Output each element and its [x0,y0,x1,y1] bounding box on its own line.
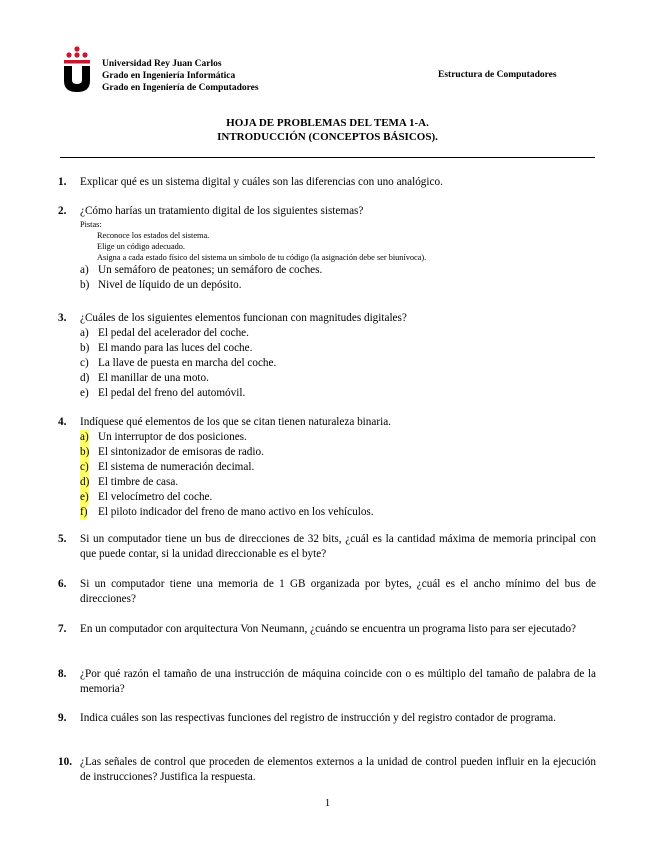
question-5 [58,532,596,562]
logo-u-shape [64,66,90,92]
option-letter-highlighted: a) [80,431,89,443]
logo-dot [82,52,87,57]
option-letter: d) [80,372,90,384]
option-letter-highlighted: f) [80,506,88,518]
title-divider [60,157,595,158]
logo-dot [74,52,79,57]
title-line-1: HOJA DE PROBLEMAS DEL TEMA 1-A. [226,117,429,129]
option-b [80,445,596,460]
title-line-2: INTRODUCCIÓN (CONCEPTOS BÁSICOS). [217,131,438,143]
option-b [80,278,596,293]
question-number: 7. [58,623,67,635]
question-3 [58,311,596,401]
question-text: Si un computador tiene un bus de direcciones de 32 bits, ¿cuál es la cantidad máxima de memoria principal con que puede contar, si la unidad direccionable es el byte? [80,533,596,560]
question-1 [58,175,596,190]
option-text: Nivel de líquido de un depósito. [98,279,242,291]
option-letter: b) [80,342,90,354]
hints-label: Pistas: [80,220,102,229]
question-7 [58,622,596,637]
question-number: 9. [58,712,67,724]
degree-line-2: Grado en Ingeniería de Computadores [102,83,259,93]
option-letter-highlighted: d) [80,476,90,488]
option-text: El velocímetro del coche. [98,491,213,503]
option-b [80,341,596,356]
option-text: El mando para las luces del coche. [98,342,253,354]
logo-dot [74,46,79,51]
degree-line-1: Grado en Ingeniería Informática [102,71,236,81]
question-text: Si un computador tiene una memoria de 1 GB organizada por bytes, ¿cuál es el ancho mínimo del bus de direcciones? [80,578,596,605]
option-letter-highlighted: e) [80,491,89,503]
option-text: Un semáforo de peatones; un semáforo de coches. [98,264,323,276]
option-f [80,505,596,520]
option-letter: e) [80,387,89,399]
option-text: El manillar de una moto. [98,372,209,384]
question-9 [58,711,596,726]
option-d [80,475,596,490]
option-a [80,263,596,278]
question-number: 10. [58,756,72,768]
page-number: 1 [324,797,331,809]
question-text: Indíquese qué elementos de los que se citan tienen naturaleza binaria. [80,416,391,428]
hint: Asigna a cada estado físico del sistema un símbolo de tu código (la asignación debe ser biunívoca). [97,253,427,262]
university-logo [62,46,92,92]
question-text: Indica cuáles son las respectivas funciones del registro de instrucción y del registro contador de programa. [80,712,556,724]
option-letter: b) [80,279,90,291]
header-left [102,58,259,94]
question-2 [58,204,596,293]
option-text: La llave de puesta en marcha del coche. [98,357,277,369]
question-4 [58,415,596,520]
question-number: 3. [58,312,67,324]
option-text: El pedal del freno del automóvil. [98,387,246,399]
question-number: 6. [58,578,67,590]
option-text: El timbre de casa. [98,476,179,488]
logo-dot [66,52,71,57]
question-number: 1. [58,176,67,188]
option-a [80,430,596,445]
question-text: Explicar qué es un sistema digital y cuáles son las diferencias con uno analógico. [80,176,443,188]
option-letter: a) [80,327,89,339]
question-6 [58,577,596,607]
university-name: Universidad Rey Juan Carlos [102,59,222,69]
hint: Reconoce los estados del sistema. [97,231,210,240]
question-number: 8. [58,668,67,680]
option-d [80,371,596,386]
option-letter-highlighted: c) [80,461,89,473]
question-10 [58,755,596,785]
option-text: El pedal del acelerador del coche. [98,327,249,339]
option-text: El sistema de numeración decimal. [98,461,255,473]
question-text: ¿Por qué razón el tamaño de una instrucción de máquina coincide con o es múltiplo del tamaño de palabra de la memoria? [80,668,596,695]
question-text: ¿Las señales de control que proceden de elementos externos a la unidad de control pueden influir en la ejecución de instrucciones? Justifica la respuesta. [80,756,596,783]
question-text: ¿Cuáles de los siguientes elementos funcionan con magnitudes digitales? [80,312,407,324]
course-name: Estructura de Computadores [438,70,557,80]
question-number: 2. [58,205,67,217]
question-8 [58,667,596,697]
question-text: ¿Cómo harías un tratamiento digital de los siguientes sistemas? [80,205,364,217]
question-text: En un computador con arquitectura Von Neumann, ¿cuándo se encuentra un programa listo para ser ejecutado? [80,623,577,635]
option-letter: c) [80,357,89,369]
logo-bar [64,60,90,64]
option-text: El piloto indicador del freno de mano activo en los vehículos. [98,506,374,518]
option-c [80,356,596,371]
option-text: El sintonizador de emisoras de radio. [98,446,264,458]
hint: Elige un código adecuado. [97,242,186,251]
option-a [80,326,596,341]
option-e [80,386,596,401]
question-number: 4. [58,416,67,428]
option-c [80,460,596,475]
option-letter-highlighted: b) [80,446,90,458]
option-text: Un interruptor de dos posiciones. [98,431,247,443]
option-e [80,490,596,505]
option-letter: a) [80,264,89,276]
question-number: 5. [58,533,67,545]
